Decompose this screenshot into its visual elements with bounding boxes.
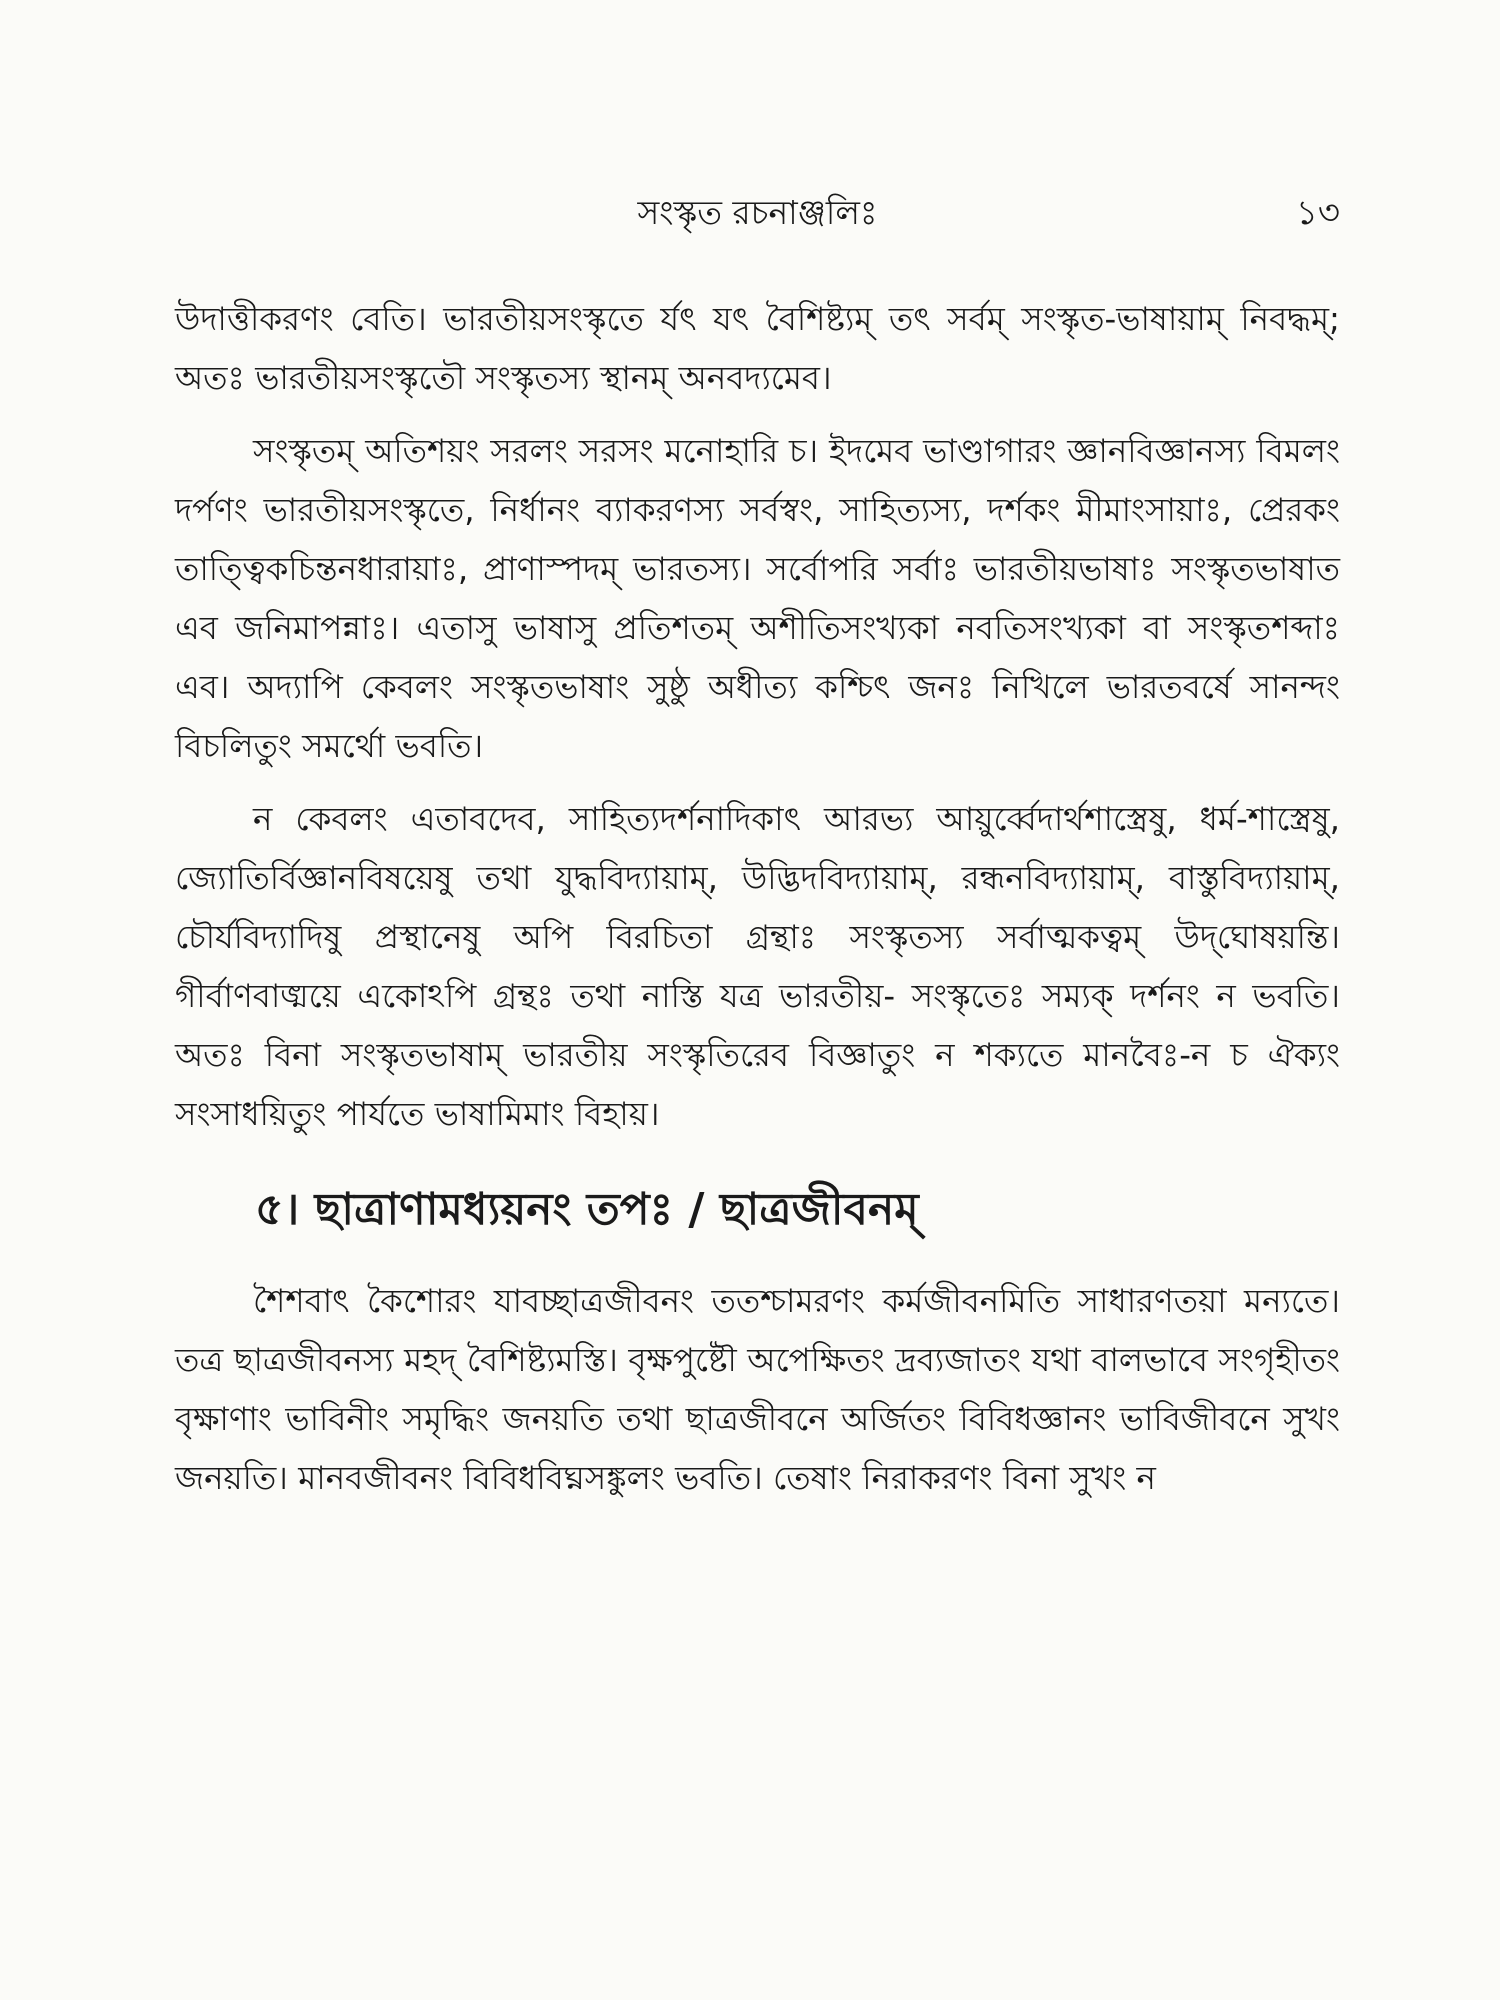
running-title: সংস্কৃত রচনাঞ্জলিঃ: [637, 193, 878, 232]
running-header: [175, 188, 1340, 248]
section-heading: ৫। ছাত্রাণামধ্যয়নং তপঃ / ছাত্রজীবনম্: [255, 1184, 919, 1235]
paragraph-2: সংস্কৃতম্ অতিশয়ং সরলং সরসং মনোহারি চ। ইদমেব ভাণ্ডাগারং জ্ঞানবিজ্ঞানস্য বিমলং দর্পণং ভারতীয়সংস্কৃতে, নির্ধানং ব্যাকরণস্য সর্বস্বং, সাহিত্যস্য, দর্শকং মীমাংসায়াঃ, প্রেরকং তাত্ত্বিকচিন্তনধারায়াঃ, প্রাণাস্পদম্ ভারতস্য। সর্বোপরি সর্বাঃ ভারতীয়ভাষাঃ সংস্কৃতভাষাত এব জনিমাপন্নাঃ। এতাসু ভাষাসু প্রতিশতম্ অশীতিসংখ্যকা নবতিসংখ্যকা বা সংস্কৃতশব্দাঃ এব। অদ্যাপি কেবলং সংস্কৃতভাষাং সুষ্ঠু অধীত্য কশ্চিৎ জনঃ নিখিলে ভারতবর্ষে সানন্দং বিচলিতুং সমর্থো ভবতি।: [175, 432, 1340, 765]
page-number: ১৩: [1295, 193, 1340, 233]
paragraph-1: উদাত্তীকরণং বেতি। ভারতীয়সংস্কৃতে র্যৎ যৎ বৈশিষ্ট্যম্ তৎ সর্বম্ সংস্কৃত-ভাষায়াম্ নিবদ্ধম্; অতঃ ভারতীয়সংস্কৃতৌ সংস্কৃতস্য স্থানম্ অনবদ্যমেব।: [175, 300, 1340, 397]
section-paragraph: শৈশবাৎ কৈশোরং যাবচ্ছাত্রজীবনং ততশ্চামরণং কর্মজীবনমিতি সাধারণতয়া মন্যতে। তত্র ছাত্রজীবনস্য মহদ্ বৈশিষ্ট্যমস্তি। বৃক্ষপুষ্টৌ অপেক্ষিতং দ্রব্যজাতং যথা বালভাবে সংগৃহীতং বৃক্ষাণাং ভাবিনীং সমৃদ্ধিং জনয়তি তথা ছাত্রজীবনে অর্জিতং বিবিধজ্ঞানং ভাবিজীবনে সুখং জনয়তি। মানবজীবনং বিবিধবিঘ্নসঙ্কুলং ভবতি। তেষাং নিরাকরণং বিনা সুখং ন: [175, 1282, 1340, 1497]
paragraph-3: ন কেবলং এতাবদেব, সাহিত্যদর্শনাদিকাৎ আরভ্য আয়ুর্ব্বেদার্থশাস্ত্রেষু, ধর্ম-শাস্ত্রেষু, জ্যোতির্বিজ্ঞানবিষয়েষু তথা যুদ্ধবিদ্যায়াম্, উদ্ভিদবিদ্যায়াম্, রন্ধনবিদ্যায়াম্, বাস্তুবিদ্যায়াম্, চৌর্যবিদ্যাদিষু প্রস্থানেষু অপি বিরচিতা গ্রন্থাঃ সংস্কৃতস্য সর্বাত্মকত্বম্ উদ্‌ঘোষয়ন্তি। গীর্বাণবাঙ্ময়ে একোঽপি গ্রন্থঃ তথা নাস্তি যত্র ভারতীয়- সংস্কৃতেঃ সম্যক্ দর্শনং ন ভবতি। অতঃ বিনা সংস্কৃতভাষাম্ ভারতীয় সংস্কৃতিরেব বিজ্ঞাতুং ন শক্যতে মানবৈঃ-ন চ ঐক্যং সংসাধয়িতুং পার্যতে ভাষামিমাং বিহায়।: [175, 800, 1340, 1133]
body-text: [175, 290, 1340, 1522]
